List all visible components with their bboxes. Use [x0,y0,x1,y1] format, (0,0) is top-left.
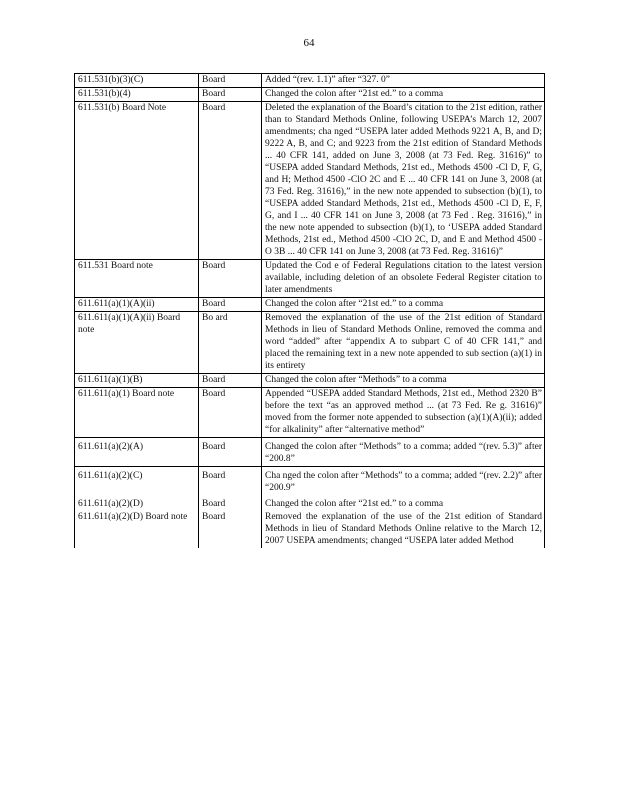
source-cell: Board [199,74,262,87]
table-row [75,88,545,102]
change-cell: Changed the colon after “21st ed.” to a comma [262,298,545,311]
source-cell: Board [199,260,262,297]
change-cell: Updated the Cod e of Federal Regulations citation to the latest version available, including deletion of an obsolete Federal Register citation to later amendments [262,260,545,297]
section-cell: 611.531(b)(4) [75,88,199,101]
section-cell: 611.611(a)(1)(A)(ii) Board note [75,312,199,373]
section-cell: 611.611(a)(2)(D) Board note [75,511,199,548]
page-number: 64 [303,37,315,49]
source-cell: Bo ard [199,312,262,373]
table-row [75,467,545,495]
source-cell: Board [199,374,262,387]
section-cell: 611.531 Board note [75,260,199,297]
table-row [75,438,545,467]
source-cell: Board [199,388,262,437]
table-row [75,298,545,312]
section-cell: 611.611(a)(1)(B) [75,374,199,387]
change-cell: Appended “USEPA added Standard Methods, 21st ed., Method 2320 B” before the text “as an approved method ... (at 73 Fed. Re g. 31616)” moved from the former note appended to subsection (a)(1)(A)(ii); added “for alkalinity” after “alternative method” [262,388,545,437]
change-cell: Changed the colon after “21st ed.” to a comma [262,88,545,101]
section-cell: 611.611(a)(2)(C) [75,467,199,495]
table-row [75,374,545,388]
source-cell: Board [199,511,262,548]
change-cell: Changed the colon after “21st ed.” to a comma [262,495,545,511]
section-cell: 611.611(a)(2)(D) [75,495,199,511]
table-row [75,260,545,298]
table-row [75,511,545,548]
source-cell: Board [199,438,262,466]
change-cell: Changed the colon after “Methods” to a comma; added “(rev. 5.3)” after “200.8” [262,438,545,466]
source-cell: Board [199,88,262,101]
section-cell: 611.531(b)(3)(C) [75,74,199,87]
change-cell: Cha nged the colon after “Methods” to a comma; added “(rev. 2.2)” after “200.9” [262,467,545,495]
source-cell: Board [199,467,262,495]
amendments-table [74,73,545,548]
section-cell: 611.611(a)(2)(A) [75,438,199,466]
table-row [75,495,545,511]
table-row [75,102,545,260]
source-cell: Board [199,102,262,259]
source-cell: Board [199,298,262,311]
table-row [75,74,545,88]
section-cell: 611.611(a)(1)(A)(ii) [75,298,199,311]
section-cell: 611.611(a)(1) Board note [75,388,199,437]
table-row [75,312,545,374]
change-cell: Added “(rev. 1.1)” after “327. 0” [262,74,545,87]
change-cell: Changed the colon after “Methods” to a comma [262,374,545,387]
source-cell: Board [199,495,262,511]
change-cell: Deleted the explanation of the Board’s citation to the 21st edition, rather than to Standard Methods Online, following USEPA’s March 12, 2007 amendments; cha nged “USEPA later added Methods 9221 A, B, and D; 9222 A, B, and C; and 9223 from the 21st edition of Standard Methods ... 40 CFR 141, added on June 3, 2008 (at 73 Fed. Reg. 31616)” to “USEPA added Standard Methods, 21st ed., Methods 4500 -Cl D, F, G, and H; Method 4500 -ClO 2C and E ... 40 CFR 141 on June 3, 2008 (at 73 Fed. Reg. 31616),” in the new note appended to subsection (b)(1), to “USEPA added Standard Methods, 21st ed., Methods 4500 -Cl D, E, F, G, and I ... 40 CFR 141 on June 3, 2008 (at 73 Fed . Reg. 31616),” in the new note appended to subsection (b)(1), to ‘USEPA added Standard Methods, 21st ed., Method 4500 -ClO 2C, D, and E and Method 4500 -O 3B ... 40 CFR 141 on June 3, 2008 (at 73 Fed. Reg. 31616)” [262,102,545,259]
change-cell: Removed the explanation of the use of the 21st edition of Standard Methods in lieu of Standard Methods Online relative to the March 12, 2007 USEPA amendments; changed “USEPA later added Method [262,511,545,548]
table-row [75,388,545,438]
section-cell: 611.531(b) Board Note [75,102,199,259]
change-cell: Removed the explanation of the use of the 21st edition of Standard Methods in lieu of Standard Methods Online, removed the comma and word “added” after “appendix A to subpart C of 40 CFR 141,” and placed the remaining text in a new note appended to sub section (a)(1) in its entirety [262,312,545,373]
